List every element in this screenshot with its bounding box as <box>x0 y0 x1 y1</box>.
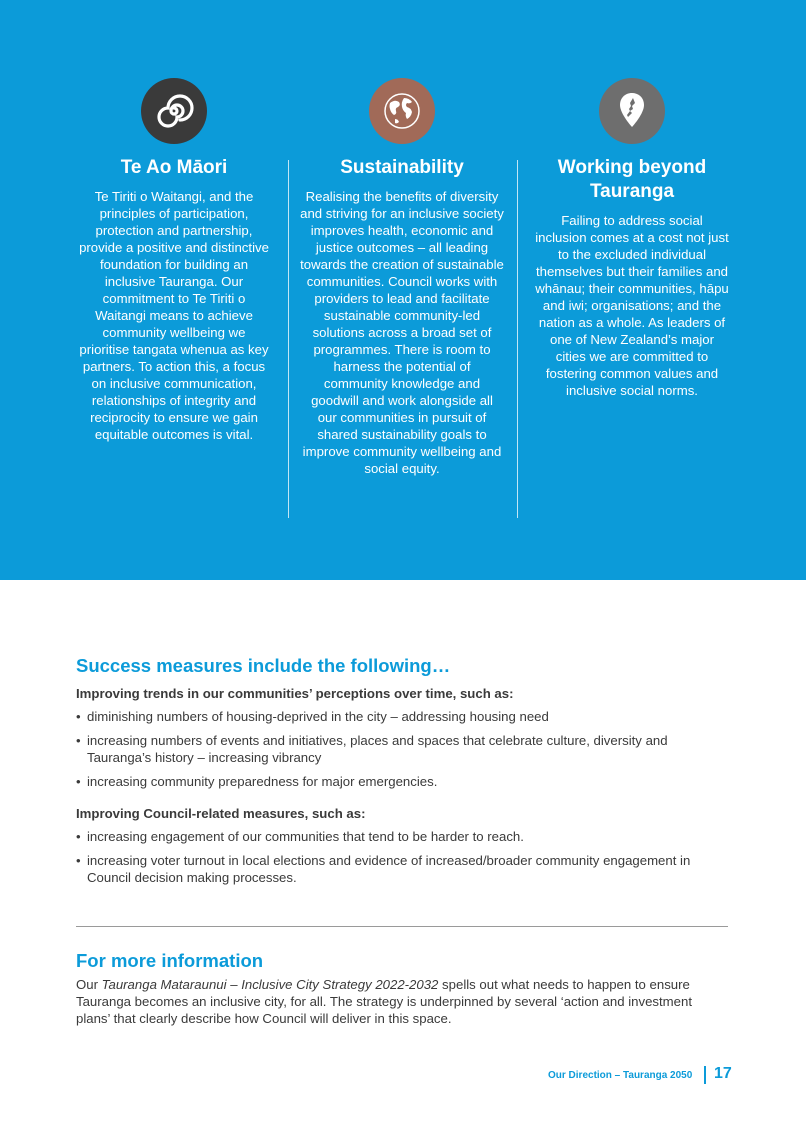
column-divider <box>517 160 518 518</box>
success-heading: Success measures include the following… <box>76 655 451 676</box>
success-group1-title: Improving trends in our communities’ perceptions over time, such as: <box>76 686 514 701</box>
footer-label: Our Direction – Tauranga 2050 <box>548 1070 693 1081</box>
nz-map-pin-icon <box>599 78 665 144</box>
koru-spiral-icon <box>141 78 207 144</box>
column-divider <box>288 160 289 518</box>
more-info-heading: For more information <box>76 950 264 971</box>
globe-icon <box>369 78 435 144</box>
pillar-title: Working beyond Tauranga <box>557 157 707 202</box>
pillar-working-beyond-tauranga <box>534 78 730 399</box>
list-item: • increasing voter turnout in local elections and evidence of increased/broader community engagement in Council decision making processes. <box>76 852 726 886</box>
list-item: • increasing engagement of our communities that tend to be harder to reach. <box>76 828 726 845</box>
more-info-paragraph <box>76 976 726 1027</box>
section-divider <box>76 926 728 927</box>
pillar-body: Te Tiriti o Waitangi, and the principles of participation, protection and partnership, provide a positive and distinctive foundation for building an inclusive Tauranga. Our commitment to Te Tiriti o Waitangi means to achieve community wellbeing we prioritise tangata whenua as key partners. To action this, a focus on inclusive communication, relationships of integrity and reciprocity to ensure we gain equitable outcomes is vital. <box>79 189 269 442</box>
pillar-body: Realising the benefits of diversity and striving for an inclusive society improves health, economic and justice outcomes – all leading towards the creation of sustainable communities. Council works with providers to lead and facilitate sustainable community-led solutions across a broad set of programmes. There is room to harness the potential of community knowledge and goodwill and work alongside all our communities in pursuit of shared sustainability goals to improve community wellbeing and social equity. <box>300 189 504 476</box>
page-number: 17 <box>714 1065 732 1082</box>
strategy-title: Tauranga Mataraunui – Inclusive City Strategy 2022-2032 <box>101 977 439 992</box>
list-item: • increasing numbers of events and initiatives, places and spaces that celebrate culture, diversity and Tauranga’s history – increasing vibrancy <box>76 732 726 766</box>
pillar-title: Te Ao Māori <box>120 157 228 178</box>
more-info-rest: spells out what needs to happen to ensure Tauranga becomes an inclusive city, for all. The strategy is underpinned by several ‘action and investment plans’ that clearly describe how Council will deliver in this space. <box>76 977 692 1026</box>
pillar-body: Failing to address social inclusion comes at a cost not just to the excluded individual themselves but their families and whānau; their communities, hāpu and iwi; organisations; and the nation as a whole. As leaders of one of New Zealand’s major cities we are committed to fostering common values and inclusive social norms. <box>535 213 729 398</box>
list-item: • diminishing numbers of housing-deprived in the city – addressing housing need <box>76 708 726 725</box>
more-info-prefix: Our <box>76 977 102 992</box>
success-group2-title: Improving Council-related measures, such as: <box>76 806 366 821</box>
pillar-sustainability <box>300 78 504 477</box>
pillar-title: Sustainability <box>340 157 464 178</box>
pillar-te-ao-maori <box>76 78 272 443</box>
success-group1-list <box>76 708 726 797</box>
success-group2-list <box>76 828 726 893</box>
footer-divider <box>704 1066 706 1084</box>
list-item: • increasing community preparedness for major emergencies. <box>76 773 726 790</box>
